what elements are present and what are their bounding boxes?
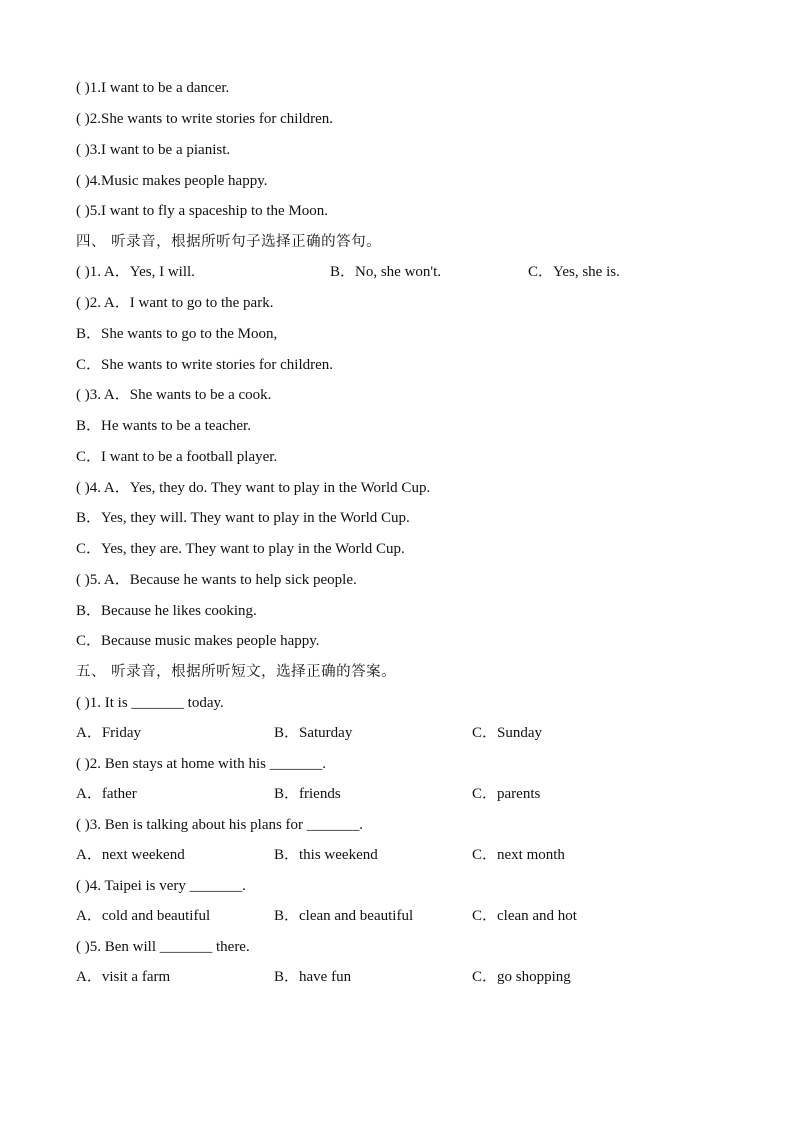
s5-q2-option-b: B．friends <box>274 786 341 802</box>
s5-q5-stem: ( )5. Ben will _______ there. <box>76 939 250 955</box>
s4-q5-option-c: C．Because music makes people happy. <box>76 633 320 649</box>
s3-item-1: ( )1.I want to be a dancer. <box>76 80 230 96</box>
s5-q1-options <box>76 721 676 745</box>
s4-q1-stem: ( )1. A．Yes, I will. <box>76 264 195 280</box>
s5-q5-options <box>76 965 676 989</box>
s5-q5-option-a: A．visit a farm <box>76 969 171 985</box>
s5-q4-option-c: C．clean and hot <box>472 908 577 924</box>
s4-q4-option-b: B．Yes, they will. They want to play in the World Cup. <box>76 510 410 526</box>
s4-q2-option-c: C．She wants to write stories for children. <box>76 357 334 373</box>
s5-q2-stem: ( )2. Ben stays at home with his _______. <box>76 756 326 772</box>
s4-q2-stem: ( )2. A．I want to go to the park. <box>76 295 274 311</box>
s5-q2-option-c: C．parents <box>472 786 541 802</box>
s4-q5-stem: ( )5. A．Because he wants to help sick people. <box>76 572 357 588</box>
s4-q1-row <box>76 260 676 284</box>
s5-q3-options <box>76 843 676 867</box>
s5-q1-stem: ( )1. It is _______ today. <box>76 695 224 711</box>
s4-q4-option-c: C．Yes, they are. They want to play in the World Cup. <box>76 541 405 557</box>
s5-q4-option-a: A．cold and beautiful <box>76 908 211 924</box>
s5-q3-option-a: A．next weekend <box>76 847 185 863</box>
s3-item-4: ( )4.Music makes people happy. <box>76 173 268 189</box>
s4-q2-option-b: B．She wants to go to the Moon, <box>76 326 278 342</box>
s4-q1-option-c: C．Yes, she is. <box>528 264 620 280</box>
s3-item-2: ( )2.She wants to write stories for children. <box>76 111 334 127</box>
s4-q3-option-b: B．He wants to be a teacher. <box>76 418 251 434</box>
s3-item-3: ( )3.I want to be a pianist. <box>76 142 231 158</box>
s5-q5-option-c: C．go shopping <box>472 969 571 985</box>
s5-q4-stem: ( )4. Taipei is very _______. <box>76 878 246 894</box>
s5-heading: 五、 听录音，根据所听短文，选择正确的答案。 <box>76 664 397 680</box>
s5-q3-option-b: B．this weekend <box>274 847 378 863</box>
s5-q4-option-b: B．clean and beautiful <box>274 908 414 924</box>
s4-heading: 四、 听录音，根据所听句子选择正确的答句。 <box>76 234 382 250</box>
s5-q1-option-a: A．Friday <box>76 725 141 741</box>
s5-q4-options <box>76 904 676 928</box>
s4-q1-option-b: B．No, she won't. <box>330 264 442 280</box>
s4-q3-stem: ( )3. A．She wants to be a cook. <box>76 387 272 403</box>
s4-q3-option-c: C．I want to be a football player. <box>76 449 278 465</box>
s5-q3-stem: ( )3. Ben is talking about his plans for _______. <box>76 817 364 833</box>
s4-q4-stem: ( )4. A．Yes, they do. They want to play in the World Cup. <box>76 480 431 496</box>
s3-item-5: ( )5.I want to fly a spaceship to the Moon. <box>76 203 329 219</box>
s5-q3-option-c: C．next month <box>472 847 565 863</box>
s5-q1-option-b: B．Saturday <box>274 725 353 741</box>
s5-q1-option-c: C．Sunday <box>472 725 543 741</box>
s5-q5-option-b: B．have fun <box>274 969 352 985</box>
s4-q5-option-b: B．Because he likes cooking. <box>76 603 257 619</box>
s5-q2-options <box>76 782 676 806</box>
s5-q2-option-a: A．father <box>76 786 137 802</box>
